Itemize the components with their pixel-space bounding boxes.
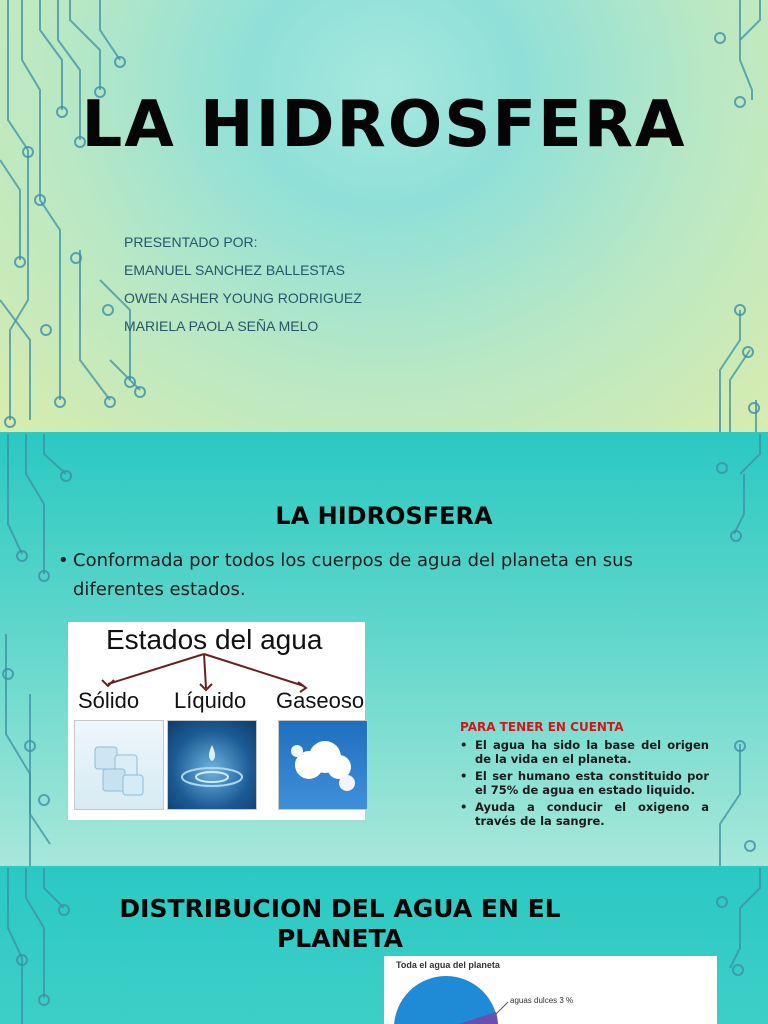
note-list xyxy=(460,738,709,828)
bullet-icon: • xyxy=(460,769,468,783)
note-box xyxy=(460,720,709,831)
slide-title: LA HIDROSFERA xyxy=(81,88,687,162)
slide-title: DISTRIBUCION DEL AGUA EN EL PLANETA xyxy=(119,894,561,953)
pie-chart-icon xyxy=(384,956,717,1024)
presenter-name: EMANUEL SANCHEZ BALLESTAS xyxy=(124,262,345,278)
presenters-list xyxy=(124,232,362,344)
presented-by-label: PRESENTADO POR: xyxy=(124,234,258,250)
state-label-solid: Sólido xyxy=(78,688,140,713)
list-item: • El agua ha sido la base del origen de la vida en el planeta. xyxy=(460,738,709,766)
fresh-water-label: aguas dulces 3 % xyxy=(510,996,574,1005)
chart-caption: Toda el agua del planeta xyxy=(396,960,500,970)
presenter-name: MARIELA PAOLA SEÑA MELO xyxy=(124,318,319,334)
bullet-icon: • xyxy=(460,800,468,814)
state-label-gas: Gaseoso xyxy=(276,688,365,713)
ice-cubes-icon xyxy=(74,720,164,810)
circuit-decoration-right xyxy=(700,0,768,432)
note-header: PARA TENER EN CUENTA xyxy=(460,720,624,734)
water-distribution-image xyxy=(384,956,717,1024)
hydrosphere-slide xyxy=(0,434,768,866)
definition-text: Conformada por todos los cuerpos de agua del planeta en sus diferentes estados. xyxy=(73,550,633,600)
bullet-icon: • xyxy=(58,550,69,571)
title-slide xyxy=(0,0,768,432)
state-label-liquid: Líquido xyxy=(174,688,247,713)
circuit-decoration-right xyxy=(700,434,768,866)
bullet-icon: • xyxy=(460,738,468,752)
water-states-image xyxy=(68,622,365,820)
presenter-name: OWEN ASHER YOUNG RODRIGUEZ xyxy=(124,290,362,306)
definition-bullet xyxy=(58,546,698,604)
list-item: • Ayuda a conducir el oxigeno a través de la sangre. xyxy=(460,800,709,828)
states-image-title: Estados del agua xyxy=(106,624,323,655)
list-item: • El ser humano esta constituido por el 75% de agua en estado liquido. xyxy=(460,769,709,797)
distribution-slide xyxy=(0,868,768,1024)
slide-title: LA HIDROSFERA xyxy=(275,502,493,530)
water-drop-icon xyxy=(167,720,257,810)
cloud-icon xyxy=(278,720,368,810)
circuit-decoration-left xyxy=(0,0,150,432)
